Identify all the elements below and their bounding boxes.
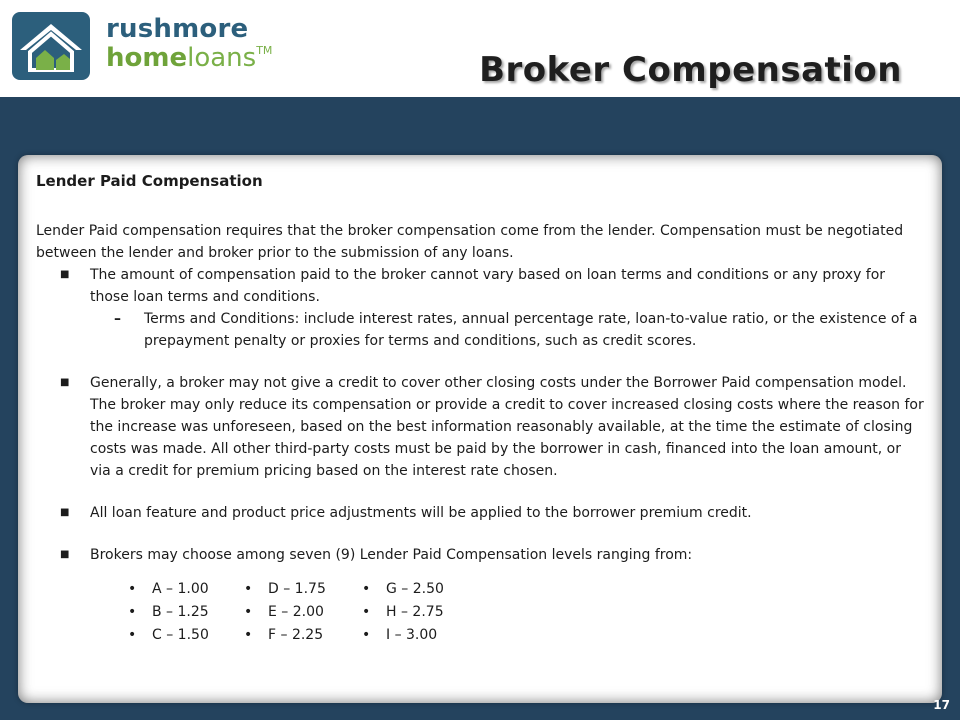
level-item: • E – 2.00 — [244, 601, 326, 624]
logo-line1: rushmore — [106, 14, 249, 44]
content-body — [36, 169, 926, 648]
level-item: • H – 2.75 — [362, 601, 444, 624]
levels-column — [362, 578, 444, 647]
logo-home: home — [106, 43, 188, 73]
square-bullet-icon: ■ — [60, 269, 70, 280]
intro-paragraph: Lender Paid compensation requires that the broker compensation come from the lender. Compensation must be negotiated between the lender and broker prior to the submission of any loans. — [36, 223, 904, 261]
bullet-text: Generally, a broker may not give a credit to cover other closing costs under the Borrower Paid compensation model. The broker may only reduce its compensation or provide a credit to cover increased closing costs where the reason for the increase was unforeseen, based on the best information reasonably available, at the time the estimate of closing costs was made. All other third-party costs must be paid by the borrower in cash, financed into the loan amount, or via a credit for premium pricing based on the interest rate chosen. — [90, 375, 924, 479]
dash-bullet-icon: – — [114, 311, 121, 327]
section-heading: Lender Paid Compensation — [36, 172, 263, 190]
level-item: • F – 2.25 — [244, 624, 326, 647]
sub-bullet-item — [36, 308, 926, 352]
level-item: • C – 1.50 — [128, 624, 209, 647]
logo-house-icon — [12, 12, 90, 80]
level-item: • A – 1.00 — [128, 578, 209, 601]
level-item: • I – 3.00 — [362, 624, 444, 647]
sub-bullet-text: Terms and Conditions: include interest rates, annual percentage rate, loan-to-value ratio, or the existence of a prepayment penalty or proxies for terms and conditions, such as credit scores. — [144, 311, 918, 349]
logo-line2 — [106, 45, 272, 71]
square-bullet-icon: ■ — [60, 377, 70, 388]
bullet-text: Brokers may choose among seven (9) Lender Paid Compensation levels ranging from: — [90, 547, 693, 563]
bullet-text: All loan feature and product price adjustments will be applied to the borrower premium credit. — [90, 505, 752, 521]
bullet-item — [36, 264, 926, 308]
logo-trademark: TM — [256, 44, 273, 57]
square-bullet-icon: ■ — [60, 507, 70, 518]
logo-wordmark — [106, 16, 272, 71]
levels-column — [244, 578, 326, 647]
square-bullet-icon: ■ — [60, 549, 70, 560]
page-number: 17 — [933, 698, 950, 712]
level-item: • G – 2.50 — [362, 578, 444, 601]
logo-loans: loans — [187, 43, 257, 73]
page-title: Broker Compensation — [479, 50, 902, 90]
bullet-text: The amount of compensation paid to the broker cannot vary based on loan terms and conditions or any proxy for those loan terms and conditions. — [90, 267, 886, 305]
bullet-item — [36, 544, 926, 566]
compensation-levels — [36, 578, 926, 648]
level-item: • B – 1.25 — [128, 601, 209, 624]
header — [0, 0, 960, 97]
level-item: • D – 1.75 — [244, 578, 326, 601]
levels-column — [128, 578, 209, 647]
bullet-item — [36, 502, 926, 524]
bullet-item — [36, 372, 926, 482]
